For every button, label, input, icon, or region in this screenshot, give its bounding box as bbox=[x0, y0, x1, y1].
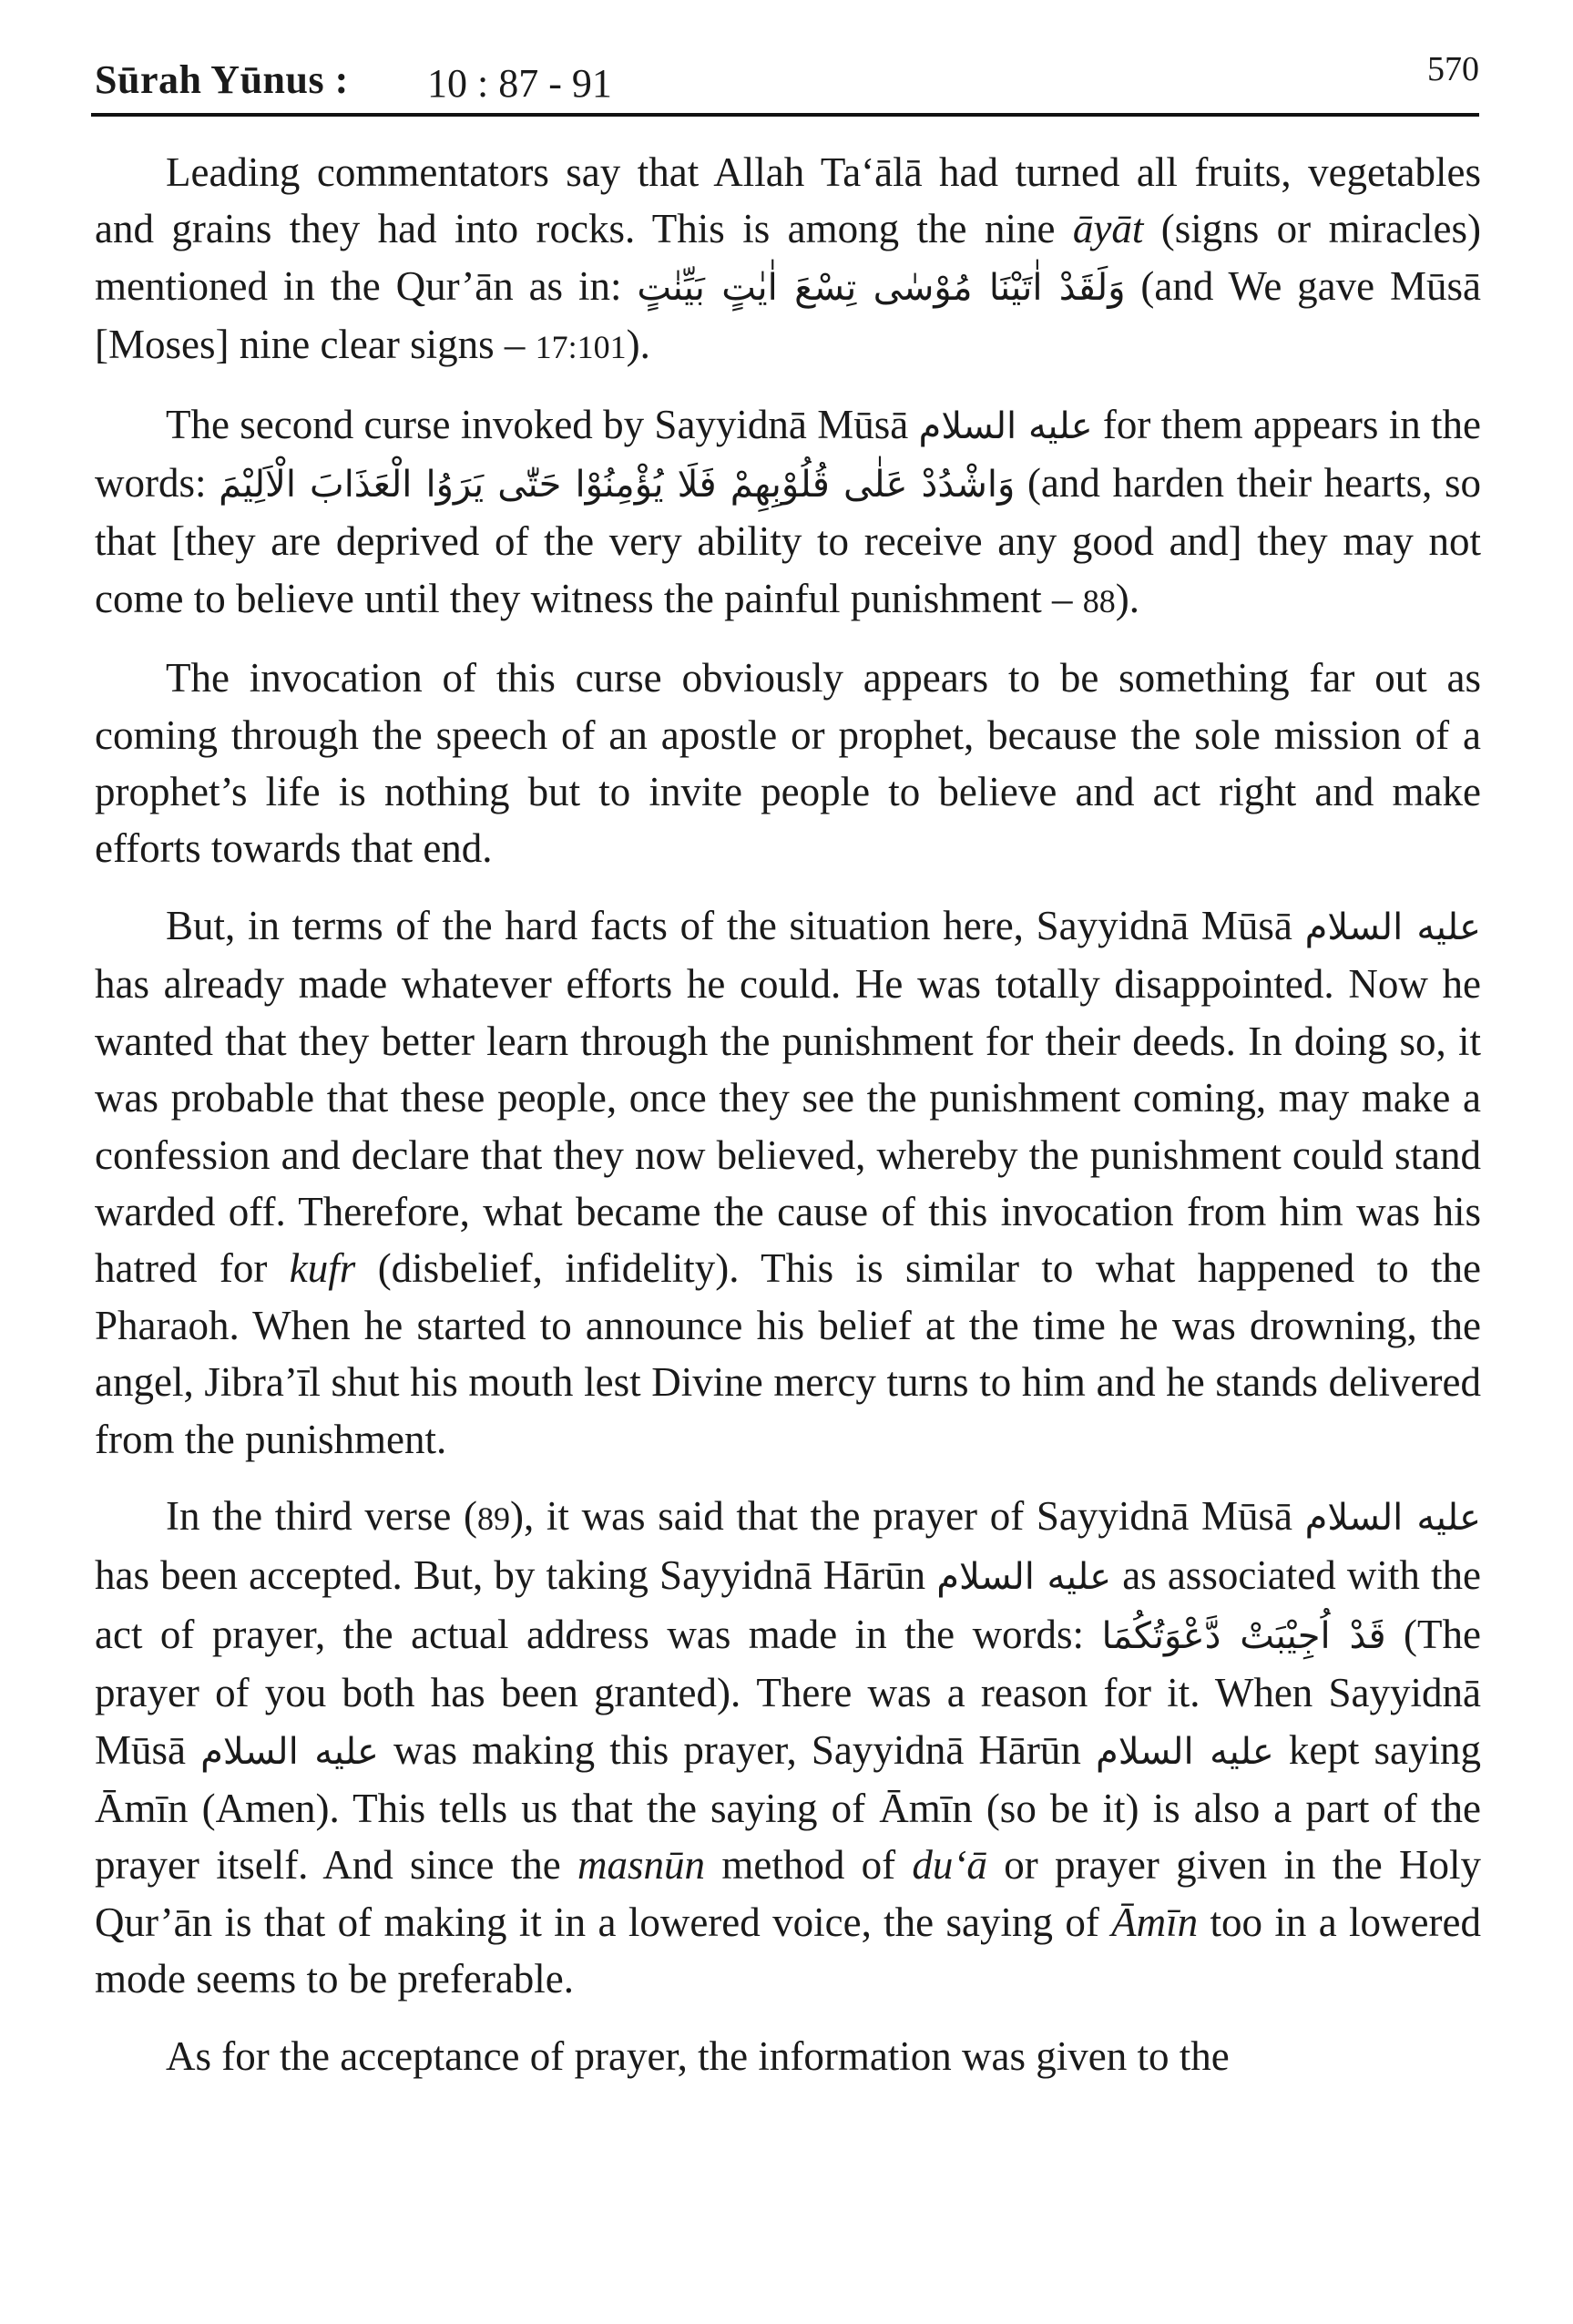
italic-term: kufr bbox=[289, 1245, 356, 1292]
italic-term: āyāt bbox=[1072, 206, 1144, 252]
salutation-arabic: عليه السلام bbox=[1304, 1496, 1481, 1539]
body-text bbox=[95, 144, 1481, 2104]
arabic-verse: وَاشْدُدْ عَلٰى قُلُوْبِهِمْ فَلَا يُؤْمِنُوْا حَتّٰى يَرَوُا الْعَذَابَ الْاَلِيْمَ bbox=[219, 464, 1016, 507]
text-run: (signs or miracles) mentioned in the Qur’ān as in: bbox=[95, 206, 1481, 309]
text-run: (disbelief, infidelity). This is similar to what happened to the Pharaoh. When he started to announce his belief at the time he was drowning, the angel, Jibra’īl shut his mouth lest Divine mercy turns to him and he stands delivered from the punishment. bbox=[95, 1245, 1481, 1462]
verse-ref: 88 bbox=[1082, 582, 1116, 619]
text-run: The second curse invoked by Sayyidnā Mūsā bbox=[166, 401, 919, 447]
text-run: was making this prayer, Sayyidnā Hārūn bbox=[378, 1726, 1096, 1773]
text-run: kept saying Āmīn (Amen). This tells us that the saying of Āmīn (so be it) is also a part of the prayer itself. And since the bbox=[95, 1726, 1481, 1889]
header-rule bbox=[91, 113, 1479, 117]
italic-term: masnūn bbox=[577, 1842, 706, 1889]
text-run: (and harden their hearts, so that [they are deprived of the very ability to receive any good and] they may not come to believe until they witness the painful punishment – bbox=[95, 460, 1482, 621]
italic-term: Āmīn bbox=[1111, 1899, 1199, 1945]
verse-ref: 17:101 bbox=[535, 329, 627, 366]
text-run: as associated with the act of prayer, the actual address was made in the words: bbox=[95, 1552, 1481, 1657]
arabic-verse: وَلَقَدْ اٰتَيْنَا مُوْسٰى تِسْعَ اٰيٰتٍ بَيِّنٰتٍ bbox=[637, 266, 1126, 309]
text-run: too in a lowered mode seems to be preferable. bbox=[95, 1899, 1481, 2002]
paragraph-1 bbox=[95, 144, 1481, 376]
running-header bbox=[95, 47, 1479, 113]
page-number: 570 bbox=[1427, 50, 1479, 88]
paragraph-2 bbox=[95, 396, 1481, 630]
italic-term: du‘ā bbox=[912, 1842, 987, 1889]
text-run: But, in terms of the hard facts of the situation here, Sayyidnā Mūsā bbox=[166, 902, 1305, 948]
salutation-arabic: عليه السلام bbox=[200, 1730, 379, 1773]
text-run: has already made whatever efforts he could. He was totally disappointed. Now he wanted that they better learn through the punishment for their deeds. In doing so, it was probable that these people, once they see the punishment coming, may make a confession and declare that they now believed, whereby the punishment could stand warded off. Therefore, what became the cause of this invocation from him was his hatred for bbox=[95, 961, 1481, 1292]
paragraph-3: The invocation of this curse obviously appears to be something far out as coming through the speech of an apostle or prophet, because the sole mission of a prophet’s life is nothing but to invite people to believe and act right and make efforts towards that end. bbox=[95, 655, 1481, 872]
surah-title: Sūrah Yūnus : bbox=[95, 57, 349, 102]
text-run: ). bbox=[626, 322, 650, 368]
text-run: ), it was said that the prayer of Sayyidnā Mūsā bbox=[510, 1492, 1305, 1539]
paragraph-4 bbox=[95, 897, 1481, 1468]
salutation-arabic: عليه السلام bbox=[936, 1556, 1112, 1599]
text-run: has been accepted. But, by taking Sayyidnā Hārūn bbox=[95, 1552, 937, 1599]
text-run: (and We gave Mūsā [Moses] nine clear signs – bbox=[95, 262, 1481, 368]
paragraph-5 bbox=[95, 1488, 1481, 2008]
verse-ref: 89 bbox=[477, 1500, 511, 1537]
text-run: method of bbox=[705, 1842, 913, 1889]
verse-reference: 10 : 87 - 91 bbox=[427, 61, 612, 106]
text-run: Leading commentators say that Allah Ta‘ālā had turned all fruits, vegetables and grains they had into rocks. This is among the nine bbox=[95, 149, 1481, 252]
salutation-arabic: عليه السلام bbox=[1095, 1730, 1274, 1773]
text-run: In the third verse ( bbox=[166, 1492, 478, 1539]
paragraph-6: As for the acceptance of prayer, the information was given to the bbox=[166, 2032, 1230, 2079]
salutation-arabic: عليه السلام bbox=[918, 404, 1093, 447]
text-run: for them appears in the words: bbox=[95, 401, 1482, 507]
text-run: or prayer given in the Holy Qur’ān is that of making it in a lowered voice, the saying of bbox=[95, 1842, 1481, 1945]
text-run: (The prayer of you both has been granted). There was a reason for it. When Sayyidnā Mūsā bbox=[95, 1611, 1482, 1773]
salutation-arabic: عليه السلام bbox=[1304, 906, 1481, 948]
text-run: ). bbox=[1115, 575, 1140, 621]
arabic-verse: قَدْ اُجِيْبَتْ دَّعْوَتُكُمَا bbox=[1101, 1614, 1386, 1657]
